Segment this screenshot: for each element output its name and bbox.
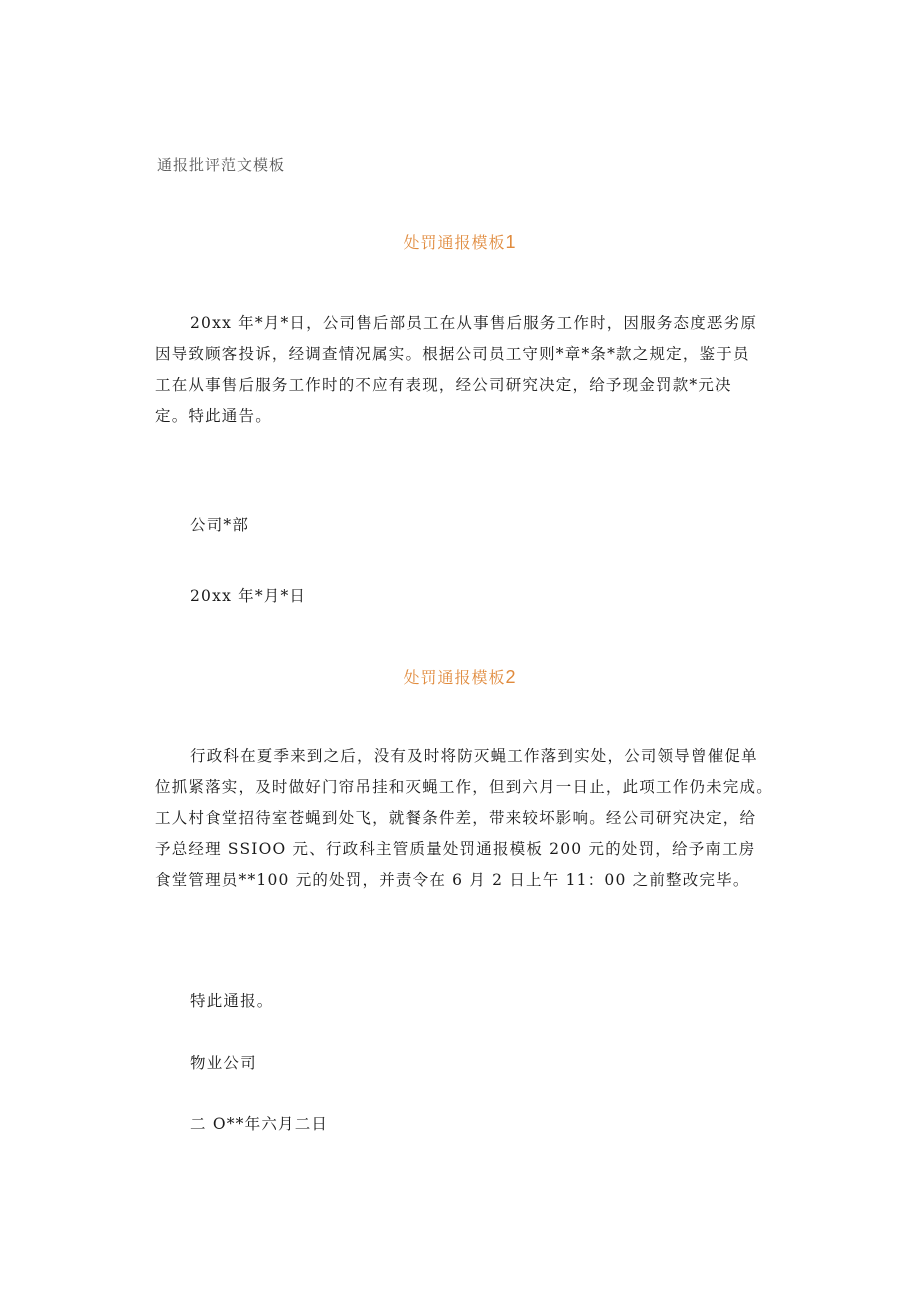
- section-2-body: [155, 741, 775, 896]
- section-2-signature: 物业公司: [190, 1054, 257, 1072]
- section-2-closing: 特此通报。: [190, 992, 274, 1010]
- section-1-date: 20xx 年*月*日: [190, 587, 307, 605]
- section-2-date: 二 O**年六月二日: [190, 1115, 329, 1133]
- section-2-body-line: 行政科在夏季来到之后，没有及时将防灭蝇工作落到实处，公司领导曾催促单: [190, 747, 758, 765]
- section-1-body-line: 工在从事售后服务工作时的不应有表现，经公司研究决定，给予现金罚款*元决: [155, 376, 732, 394]
- section-1-body-line: 20xx 年*月*日，公司售后部员工在从事售后服务工作时，因服务态度恶劣原: [190, 314, 758, 332]
- section-2-body-line: 食堂管理员**100 元的处罚，并责令在 6 月 2 日上午 11：00 之前整改完毕。: [155, 871, 750, 889]
- section-1-body-line: 定。特此通告。: [155, 407, 272, 425]
- section-2-heading: [0, 665, 920, 688]
- section-1-signature: 公司*部: [190, 516, 250, 534]
- section-1-body-line: 因导致顾客投诉，经调查情况属实。根据公司员工守则*章*条*款之规定，鉴于员: [155, 345, 750, 363]
- section-1-heading-number: 1: [505, 232, 517, 252]
- section-2-body-line: 工人村食堂招待室苍蝇到处飞，就餐条件差，带来较坏影响。经公司研究决定，给: [155, 809, 757, 827]
- section-2-body-line: 位抓紧落实，及时做好门帘吊挂和灭蝇工作，但到六月一日止，此项工作仍未完成。: [155, 778, 773, 796]
- document-title: 通报批评范文模板: [157, 156, 286, 174]
- section-2-body-line: 予总经理 SSIOO 元、行政科主管质量处罚通报模板 200 元的处罚，给予南工房: [155, 840, 756, 858]
- section-1-heading-text: 处罚通报模板: [403, 233, 506, 252]
- section-2-heading-number: 2: [505, 667, 517, 687]
- section-1-heading: [0, 230, 920, 253]
- section-2-heading-text: 处罚通报模板: [403, 668, 506, 687]
- section-1-body: [155, 308, 775, 432]
